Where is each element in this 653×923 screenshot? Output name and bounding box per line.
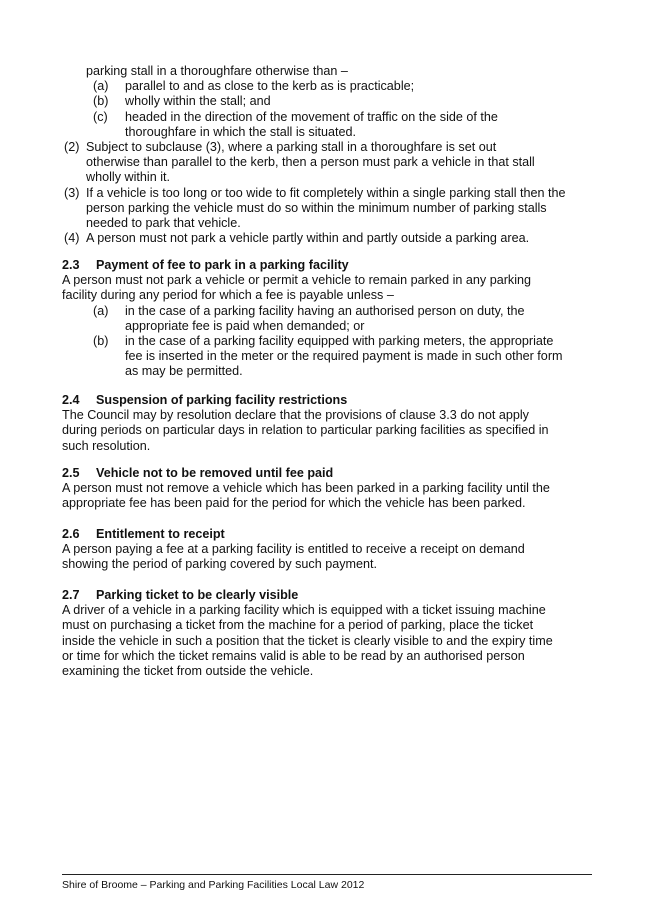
subclause-text: wholly within it. bbox=[86, 170, 170, 185]
section-text: The Council may by resolution declare that the provisions of clause 3.3 do not apply bbox=[62, 408, 529, 423]
subclause-text: needed to park that vehicle. bbox=[86, 216, 241, 231]
intro-line: parking stall in a thoroughfare otherwise than – bbox=[86, 64, 348, 78]
section-text: examining the ticket from outside the vehicle. bbox=[62, 664, 314, 679]
section-text: A driver of a vehicle in a parking facility which is equipped with a ticket issuing machine bbox=[62, 603, 546, 618]
section-heading bbox=[62, 393, 592, 408]
section-title: Payment of fee to park in a parking facility bbox=[96, 258, 349, 272]
section-text: appropriate fee has been paid for the period for which the vehicle has been parked. bbox=[62, 496, 526, 511]
section-text: during periods on particular days in relation to particular parking facilities as specified in bbox=[62, 423, 549, 438]
item-marker: (b) bbox=[93, 334, 109, 349]
list-item-a bbox=[62, 304, 592, 334]
page-footer bbox=[62, 874, 592, 892]
section-2-4 bbox=[62, 393, 592, 454]
section-text: facility during any period for which a fee is payable unless – bbox=[62, 288, 394, 303]
section-number: 2.5 bbox=[62, 466, 80, 480]
subclause-marker: (3) bbox=[64, 185, 80, 200]
subclause-text: otherwise than parallel to the kerb, then a person must park a vehicle in that stall bbox=[86, 155, 535, 170]
section-title: Vehicle not to be removed until fee paid bbox=[96, 466, 334, 480]
item-text: fee is inserted in the meter or the required payment is made in such other form bbox=[125, 349, 563, 364]
section-heading bbox=[62, 588, 592, 603]
item-text: parallel to and as close to the kerb as is practicable; bbox=[125, 79, 415, 94]
item-text: in the case of a parking facility equipped with parking meters, the appropriate bbox=[125, 334, 554, 349]
item-marker: (a) bbox=[93, 79, 109, 94]
subclause-2 bbox=[62, 140, 592, 186]
list-item-c bbox=[62, 110, 592, 140]
item-text: headed in the direction of the movement of traffic on the side of the bbox=[125, 109, 498, 124]
subclause-text: A person must not park a vehicle partly within and partly outside a parking area. bbox=[86, 231, 530, 246]
section-heading bbox=[62, 258, 592, 273]
list-item-b bbox=[62, 334, 592, 380]
section-number: 2.7 bbox=[62, 588, 80, 602]
section-number: 2.6 bbox=[62, 527, 80, 541]
section-number: 2.4 bbox=[62, 393, 80, 407]
section-text: A person paying a fee at a parking facility is entitled to receive a receipt on demand bbox=[62, 542, 525, 557]
list-item-b bbox=[62, 94, 592, 109]
section-text: A person must not park a vehicle or permit a vehicle to remain parked in any parking bbox=[62, 273, 532, 288]
section-number: 2.3 bbox=[62, 258, 80, 272]
subclause-4 bbox=[62, 231, 592, 246]
section-text: inside the vehicle in such a position that the ticket is clearly visible to and the expiry time bbox=[62, 633, 553, 648]
section-text: such resolution. bbox=[62, 438, 151, 453]
item-text: thoroughfare in which the stall is situated. bbox=[125, 124, 357, 139]
section-2-7 bbox=[62, 588, 592, 679]
item-marker: (a) bbox=[93, 303, 109, 318]
section-title: Entitlement to receipt bbox=[96, 527, 225, 541]
section-text: showing the period of parking covered by such payment. bbox=[62, 557, 378, 572]
item-marker: (c) bbox=[93, 109, 108, 124]
section-text: A person must not remove a vehicle which has been parked in a parking facility until the bbox=[62, 481, 550, 496]
subclause-marker: (2) bbox=[64, 140, 80, 155]
section-title: Parking ticket to be clearly visible bbox=[96, 588, 299, 602]
section-text: must on purchasing a ticket from the machine for a period of parking, place the ticket bbox=[62, 618, 534, 633]
section-heading bbox=[62, 527, 592, 542]
item-text: appropriate fee is paid when demanded; or bbox=[125, 318, 365, 333]
subclause-3 bbox=[62, 186, 592, 232]
subclause-text: If a vehicle is too long or too wide to fit completely within a single parking stall then the bbox=[86, 185, 566, 200]
top-section bbox=[62, 64, 592, 246]
section-text: or time for which the ticket remains valid is able to be read by an authorised person bbox=[62, 648, 525, 663]
item-text: wholly within the stall; and bbox=[125, 94, 271, 109]
section-2-3 bbox=[62, 258, 592, 380]
item-text: as may be permitted. bbox=[125, 364, 243, 379]
section-2-6 bbox=[62, 527, 592, 573]
section-2-5 bbox=[62, 466, 592, 512]
section-title: Suspension of parking facility restrictions bbox=[96, 393, 348, 407]
subclause-marker: (4) bbox=[64, 231, 80, 246]
subclause-text: person parking the vehicle must do so within the minimum number of parking stalls bbox=[86, 200, 547, 215]
item-text: in the case of a parking facility having an authorised person on duty, the bbox=[125, 303, 525, 318]
section-heading bbox=[62, 466, 592, 481]
footer-text: Shire of Broome – Parking and Parking Facilities Local Law 2012 bbox=[62, 879, 365, 891]
list-item-a bbox=[62, 79, 592, 94]
item-marker: (b) bbox=[93, 94, 109, 109]
subclause-text: Subject to subclause (3), where a parking stall in a thoroughfare is set out bbox=[86, 140, 497, 155]
